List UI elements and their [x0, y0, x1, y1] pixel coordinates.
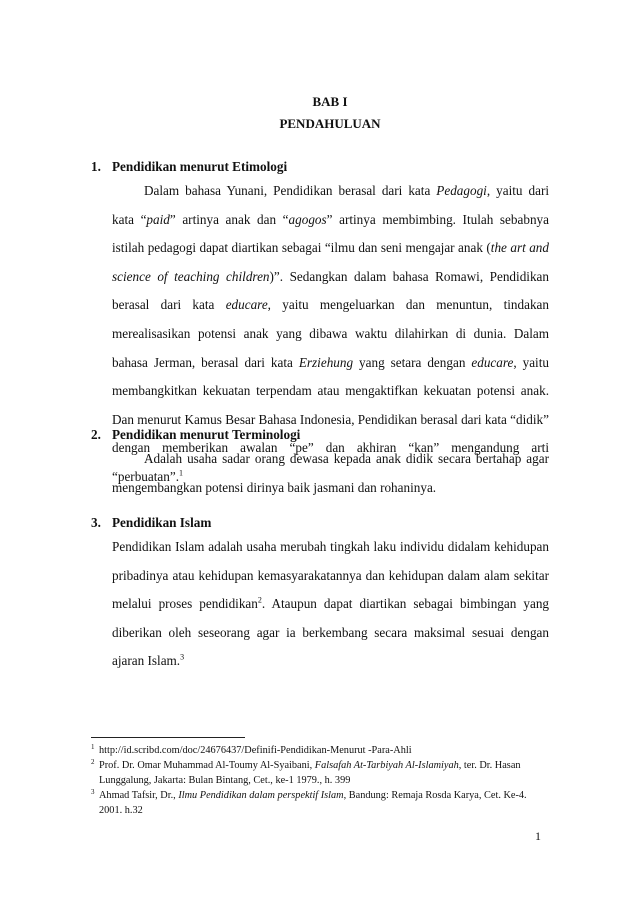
italic-term: paid — [146, 211, 170, 227]
section-title: Pendidikan menurut Etimologi — [112, 159, 288, 174]
italic-term: educare — [471, 354, 514, 370]
footnote-divider — [91, 737, 245, 738]
italic-term: educare — [225, 297, 268, 313]
section-paragraph — [112, 533, 549, 676]
footnote-text: , Bandung: Remaja Rosda Karya, Cet. Ke-4. 2001. h.32 — [99, 790, 527, 816]
footnote-text: Ahmad Tafsir, Dr., — [99, 790, 179, 801]
section-number: 2. — [91, 427, 101, 442]
section-title: Pendidikan menurut Terminologi — [112, 427, 301, 442]
text-run: . Ataupun dapat diartikan sebagai bimbingan yang diberikan oleh seseorang agar ia berkembang secara maksimal sesuai dengan ajaran Islam. — [112, 596, 550, 669]
italic-term: agogos — [288, 211, 327, 227]
footnote-mark: 2 — [91, 758, 95, 766]
footnote-book-title: Ilmu Pendidikan dalam perspektif Islam — [178, 790, 344, 801]
chapter-label: BAB I — [312, 94, 348, 109]
text-run: yang setara dengan — [353, 354, 472, 370]
section-number: 3. — [91, 515, 101, 530]
text-run: Dalam bahasa Yunani, Pendidikan berasal dari kata — [144, 183, 437, 198]
footnote — [91, 758, 551, 788]
text-run: Pendidikan Islam adalah usaha merubah tingkah laku individu didalam kehidupan pribadinya atau kehidupan kemasyarakatannya dan kehidupan dalam alam sekitar melalui proses pendidikan — [112, 539, 549, 612]
section-heading — [91, 513, 549, 533]
text-run: , yaitu membangkitkan kekuatan terpendam atau mengaktifkan kekuatan potensi anak. Dan menurut Kamus Besar Bahasa Indonesia, Pendidikan berasal dari kata “didik” dengan memberikan awalan “pe” dan akhiran “kan” mengandung arti “perbuatan”. — [112, 354, 549, 484]
section-terminologi — [91, 425, 549, 502]
section-islam — [91, 513, 549, 676]
footnote — [91, 743, 551, 758]
section-number: 1. — [91, 159, 101, 174]
section-heading — [91, 157, 549, 177]
footnotes — [91, 743, 551, 818]
footnote-ref[interactable]: 2 — [257, 595, 262, 605]
footnote-mark: 3 — [91, 788, 95, 796]
section-heading — [91, 425, 549, 445]
footnote — [91, 788, 551, 818]
text-run: ” artinya anak dan “ — [169, 211, 289, 227]
chapter-title: PENDAHULUAN — [279, 116, 381, 131]
text-run: , yaitu mengeluarkan dan menuntun, tindakan merealisasikan potensi anak yang dibawa waktu dilahirkan di dunia. Dalam bahasa Jerman, berasal dari kata — [112, 297, 549, 370]
footnote-text: Prof. Dr. Omar Muhammad Al-Toumy Al-Syaibani, — [99, 760, 315, 771]
section-paragraph: Adalah usaha sadar orang dewasa kepada anak didik secara bertahap agar mengembangkan potensi dirinya baik jasmani dan rohaninya. — [112, 451, 549, 495]
text-run: )”. Sedangkan dalam bahasa Romawi, Pendidikan berasal dari kata — [112, 268, 549, 313]
footnote-text: http://id.scribd.com/doc/24676437/Definifi-Pendidikan-Menurut -Para-Ahli — [99, 745, 412, 756]
text-run: ” artinya membimbing. Itulah sebabnya istilah pedagogi dapat diartikan sebagai “ilmu dan seni mengajar anak ( — [112, 211, 549, 256]
footnote-mark: 1 — [91, 743, 95, 751]
italic-term: Erziehung — [298, 354, 354, 370]
text-run: , yaitu dari kata “ — [112, 183, 549, 227]
footnote-ref[interactable]: 1 — [179, 468, 183, 478]
section-title: Pendidikan Islam — [112, 515, 212, 530]
footnote-text: , ter. Dr. Hasan Lunggalung, Jakarta: Bulan Bintang, Cet., ke-1 1979., h. 399 — [99, 760, 521, 786]
page-number: 1 — [535, 829, 541, 843]
italic-term: Pedagogi — [436, 183, 487, 198]
footnote-book-title: Falsafah At-Tarbiyah Al-Islamiyah — [314, 760, 459, 771]
footnote-ref[interactable]: 3 — [180, 652, 185, 662]
italic-term: the art and science of teaching children — [112, 240, 549, 284]
